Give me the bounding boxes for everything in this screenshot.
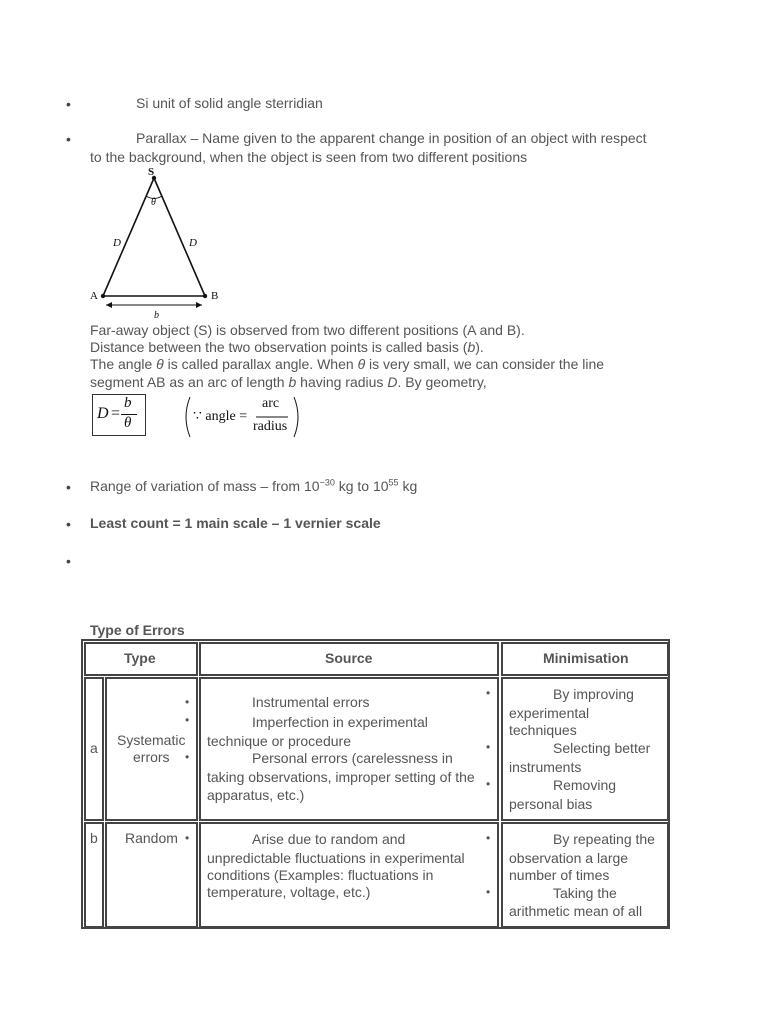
formula-because: ∵ angle = <box>193 409 248 424</box>
bullet-dot: • <box>486 885 491 899</box>
row-a-min-line6: Removing <box>553 777 617 793</box>
table-header-source: Source <box>325 650 373 666</box>
formula-eq: = <box>111 405 121 422</box>
bullet-dot-empty <box>66 553 74 561</box>
row-a-min-line1: By improving <box>553 686 634 702</box>
row-b-min-line2: observation a large <box>509 850 629 866</box>
row-b-min-line1: By repeating the <box>553 831 655 847</box>
row-a-min-line4: Selecting better <box>553 740 651 756</box>
bullet-dot <box>66 516 74 524</box>
row-a-index: a <box>90 740 98 756</box>
row-b-source-line1: Arise due to random and <box>252 831 406 847</box>
bullet-dot: • <box>185 695 190 709</box>
row-b-min-line3: number of times <box>509 867 610 883</box>
row-a-min-line3: techniques <box>509 722 577 738</box>
row-a-source-line2: Imperfection in experimental <box>252 714 428 730</box>
row-a-min-line5: instruments <box>509 759 582 775</box>
bullet-dot <box>66 96 74 104</box>
parallax-diagram <box>86 163 226 323</box>
formula-den: θ <box>124 415 132 431</box>
bullet-dot: • <box>185 831 190 845</box>
row-a-source-line3: technique or procedure <box>207 733 351 749</box>
label-b: B <box>211 290 219 302</box>
bullet-dot: • <box>486 831 491 845</box>
row-a-min-line2: experimental <box>509 705 590 721</box>
formula-arc: arc <box>262 396 280 411</box>
label-a: A <box>90 290 98 302</box>
label-d-left: D <box>113 237 121 249</box>
formula-box <box>92 394 146 436</box>
formula-radius: radius <box>253 419 288 434</box>
si-unit-text: Si unit of solid angle sterridian <box>136 95 323 111</box>
parallax-text-line1: Parallax – Name given to the apparent change in position of an object with respect <box>136 130 647 146</box>
bullet-dot: • <box>486 777 491 791</box>
row-a-source-line5: taking observations, improper setting of the <box>207 769 475 785</box>
label-d-right: D <box>189 237 197 249</box>
least-count-text: Least count = 1 main scale – 1 vernier scale <box>90 515 381 531</box>
table-caption: Type of Errors <box>90 622 185 638</box>
row-a-type-line1: Systematic <box>117 732 186 748</box>
label-base: b <box>154 310 159 321</box>
parallax-text-line2: to the background, when the object is seen from two different positions <box>90 149 528 165</box>
row-a-type-line2: errors <box>133 749 170 765</box>
table-header-type: Type <box>124 650 156 666</box>
point-a <box>101 294 105 298</box>
table-header-minimisation: Minimisation <box>543 650 629 666</box>
bullet-dot: • <box>486 686 491 700</box>
row-b-source-line2: unpredictable fluctuations in experimental <box>207 850 465 866</box>
row-b-min-line4: Taking the <box>553 885 617 901</box>
row-a-min-line7: personal bias <box>509 796 593 812</box>
bullet-dot: • <box>185 750 190 764</box>
row-a-source-line4: Personal errors (carelessness in <box>252 750 453 766</box>
row-a-source-line1: Instrumental errors <box>252 694 370 710</box>
row-b-type: Random <box>125 830 178 846</box>
parallax-explain-line3: The angle θ is called parallax angle. When θ is very small, we can consider the line <box>90 356 605 372</box>
mass-range-text: Range of variation of mass – from $10^{-30}$ kg to $10^{55}$ kg <box>90 477 418 494</box>
bullet-dot: • <box>486 740 491 754</box>
label-theta: θ <box>151 197 156 208</box>
point-b <box>203 294 207 298</box>
label-s: S <box>148 166 155 178</box>
bullet-dot <box>66 479 74 487</box>
parallax-explain-line1: Far-away object (S) is observed from two different positions (A and B). <box>90 322 525 338</box>
formula-num: b <box>124 395 132 411</box>
row-b-source-line4: temperature, voltage, etc.) <box>207 884 371 900</box>
formula-lhs: D <box>97 405 109 422</box>
parallax-explain-line2: Distance between the two observation points is called basis (b). <box>90 339 484 355</box>
row-b-min-line5: arithmetic mean of all <box>509 903 643 919</box>
bullet-dot: • <box>185 713 190 727</box>
row-b-source-line3: conditions (Examples: fluctuations in <box>207 867 434 883</box>
row-a-source-line6: apparatus, etc.) <box>207 787 305 803</box>
bullet-dot <box>66 131 74 139</box>
parallax-explain-line4: segment AB as an arc of length b having radius D. By geometry, <box>90 374 487 390</box>
row-b-index: b <box>90 830 98 846</box>
